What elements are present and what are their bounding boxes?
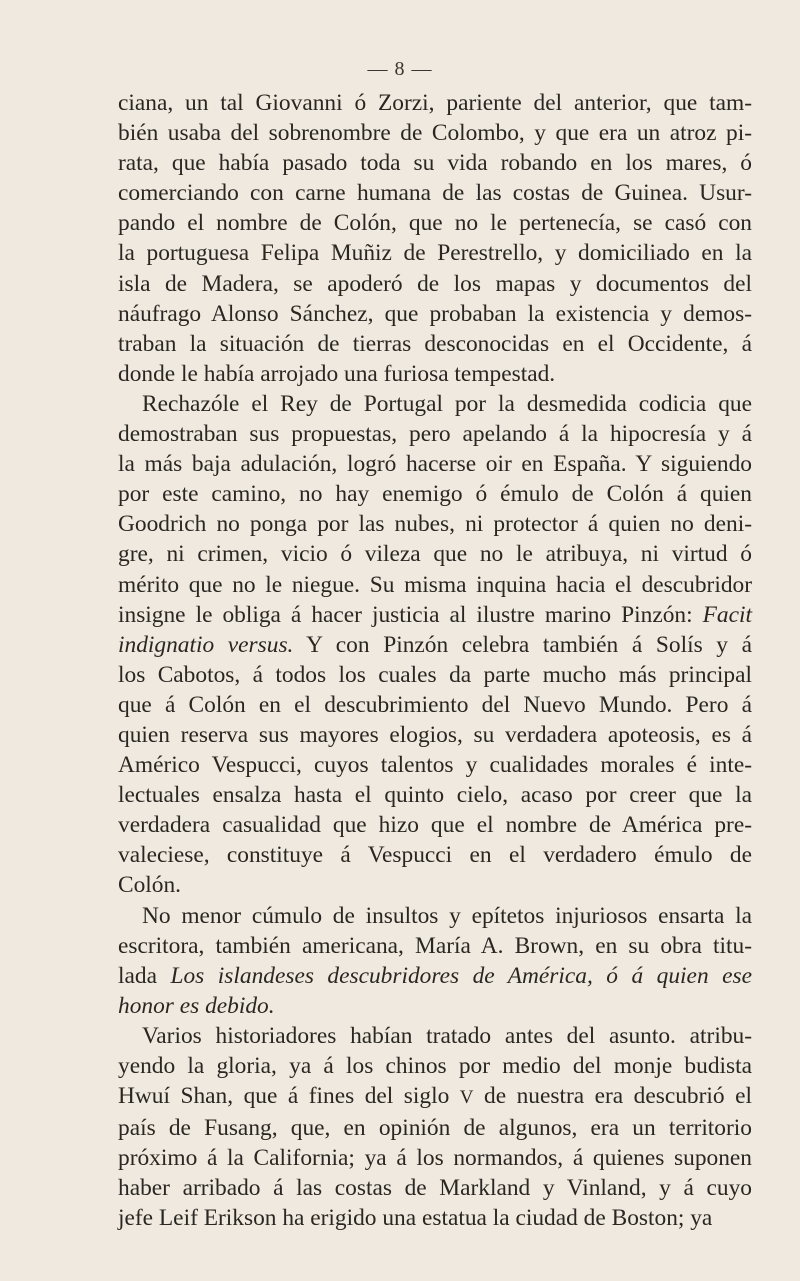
text-segment: donde le había arrojado una furiosa tempestad. [118, 360, 556, 387]
text-segment: próximo á la California; ya á los normandos, á quienes suponen [118, 1145, 752, 1172]
text-segment: insigne le obliga á hacer justicia al ilustre marino Pinzón: [118, 601, 693, 628]
text-line [118, 1173, 752, 1203]
text-segment: valeciese, constituye á Vespucci en el verdadero émulo de [118, 842, 752, 869]
text-segment: rata, que había pasado toda su vida robando en los mares, ó [118, 150, 752, 177]
text-line [118, 1113, 752, 1143]
text-line [118, 720, 752, 750]
italic-segment: honor es debido. [118, 992, 275, 1019]
text-line [118, 870, 752, 900]
text-line [118, 88, 752, 118]
text-segment: jefe Leif Erikson ha erigido una estatua la ciudad de Boston; ya [118, 1205, 713, 1232]
text-line [118, 660, 752, 690]
text-line [118, 1051, 752, 1081]
text-segment: Varios historiadores habían tratado antes del asunto. atribu- [142, 1022, 752, 1049]
text-line [118, 810, 752, 840]
text-segment: No menor cúmulo de insultos y epítetos injuriosos ensarta la [142, 902, 752, 929]
text-line [118, 570, 752, 600]
text-line [118, 118, 752, 148]
text-segment: Y con Pinzón celebra también á Solís y á [293, 631, 752, 658]
text-line [118, 539, 752, 569]
body-text [118, 88, 752, 1234]
text-line [118, 479, 752, 509]
text-line [118, 630, 752, 660]
text-line [118, 1081, 752, 1113]
text-line [118, 1021, 752, 1051]
text-segment: que á Colón en el descubrimiento del Nuevo Mundo. Pero á [118, 691, 752, 718]
text-line [118, 1203, 752, 1233]
text-line [118, 840, 752, 870]
text-line [118, 208, 752, 238]
text-segment: de nuestra era descubrió el [473, 1083, 752, 1110]
text-segment: isla de Madera, se apoderó de los mapas y documentos del [118, 270, 752, 297]
text-line [118, 329, 752, 359]
text-segment: lectuales ensalza hasta el quinto cielo, acaso por creer que la [118, 782, 752, 809]
text-segment: Hwuí Shan, que á fines del siglo [118, 1083, 450, 1110]
italic-segment: indignatio versus. [118, 631, 294, 658]
text-segment: la más baja adulación, logró hacerse oir en España. Y siguiendo [118, 451, 752, 478]
text-segment: gre, ni crimen, vicio ó vileza que no le atribuya, ni virtud ó [118, 541, 752, 568]
text-line [118, 509, 752, 539]
roman-numeral: V [459, 1087, 474, 1109]
text-segment: Américo Vespucci, cuyos talentos y cualidades morales é inte- [118, 752, 752, 779]
text-line [118, 359, 752, 389]
text-segment: náufrago Alonso Sánchez, que probaban la existencia y demos- [118, 300, 752, 327]
text-segment: la portuguesa Felipa Muñiz de Perestrello, y domiciliado en la [118, 240, 752, 267]
text-segment: verdadera casualidad que hizo que el nombre de América pre- [118, 812, 752, 839]
text-segment: bién usaba del sobrenombre de Colombo, y que era un atroz pi- [118, 120, 752, 147]
italic-segment: Facit [702, 601, 752, 628]
text-line [118, 780, 752, 810]
text-segment: los Cabotos, á todos los cuales da parte mucho más principal [118, 661, 752, 688]
text-line [118, 238, 752, 268]
text-line [118, 389, 752, 419]
text-line [118, 299, 752, 329]
text-segment: lada [118, 962, 157, 989]
text-segment: yendo la gloria, ya á los chinos por medio del monje budista [118, 1053, 752, 1079]
text-line [118, 1143, 752, 1173]
text-line [118, 269, 752, 299]
text-segment: ciana, un tal Giovanni ó Zorzi, pariente del anterior, que tam- [118, 90, 752, 116]
text-line [118, 901, 752, 931]
text-line [118, 991, 752, 1021]
text-line [118, 931, 752, 961]
text-line [118, 750, 752, 780]
italic-segment: Los islandeses descubridores de América, ó á quien ese [170, 962, 752, 989]
text-segment: por este camino, no hay enemigo ó émulo de Colón á quien [118, 481, 752, 508]
text-segment: demostraban sus propuestas, pero apelando á la hipocresía y á [118, 421, 752, 448]
text-segment: país de Fusang, que, en opinión de algunos, era un territorio [118, 1115, 752, 1142]
text-segment: quien reserva sus mayores elogios, su verdadera apoteosis, es á [118, 721, 752, 748]
text-segment: mérito que no le niegue. Su misma inquina hacia el descubridor [118, 571, 752, 598]
text-segment: Colón. [118, 872, 182, 899]
text-segment: Rechazóle el Rey de Portugal por la desmedida codicia que [142, 390, 752, 417]
text-segment: haber arribado á las costas de Markland y Vinland, y á cuyo [118, 1175, 752, 1202]
text-line [118, 148, 752, 178]
page-number: — 8 — [367, 58, 433, 80]
text-line [118, 419, 752, 449]
text-segment: escritora, también americana, María A. Brown, en su obra titu- [118, 932, 752, 959]
text-segment: comerciando con carne humana de las costas de Guinea. Usur- [118, 180, 752, 207]
text-line [118, 178, 752, 208]
text-line [118, 961, 752, 991]
text-segment: traban la situación de tierras desconocidas en el Occidente, á [118, 330, 752, 357]
text-line [118, 690, 752, 720]
text-line [118, 600, 752, 630]
text-segment: pando el nombre de Colón, que no le pertenecía, se casó con [118, 210, 752, 237]
text-segment: Goodrich no ponga por las nubes, ni protector á quien no deni- [118, 511, 752, 538]
text-line [118, 449, 752, 479]
